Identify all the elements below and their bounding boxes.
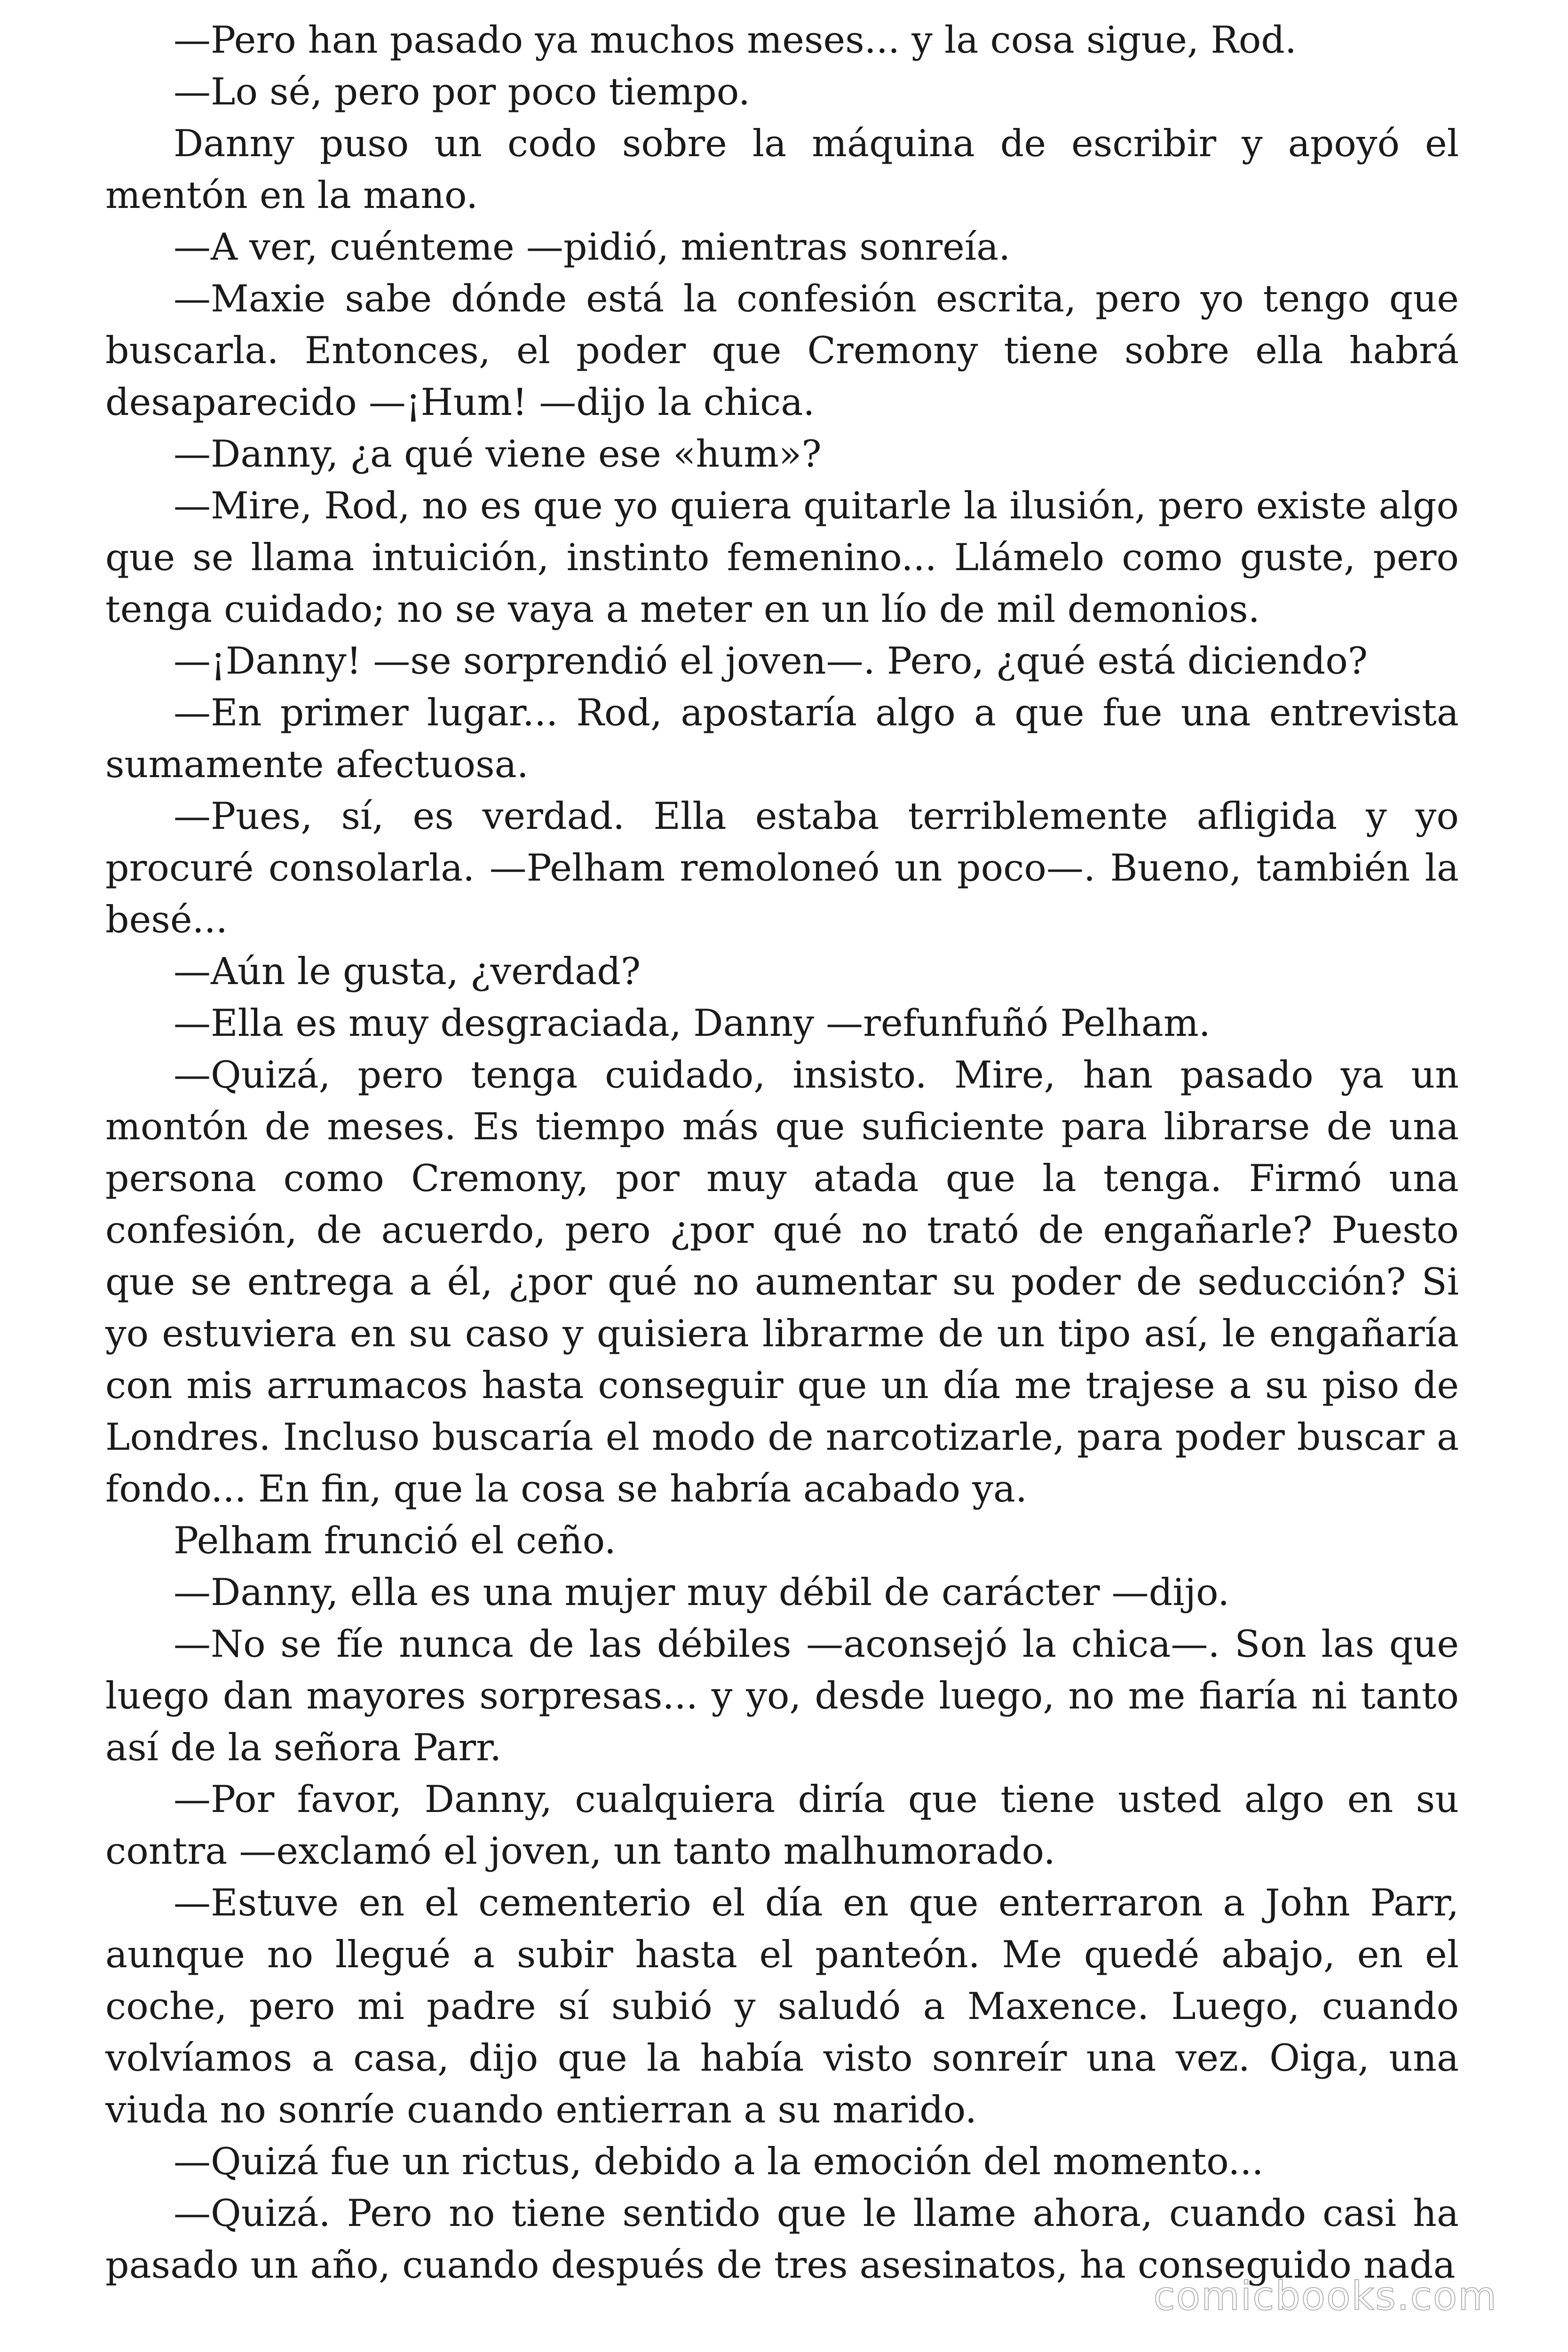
paragraph: —A ver, cuénteme —pidió, mientras sonreía. bbox=[174, 225, 1011, 269]
paragraph: —Lo sé, pero por poco tiempo. bbox=[174, 70, 751, 113]
paragraph: —Por favor, Danny, cualquiera diría que tiene usted algo en su contra —exclamó el joven, un tanto malhumorado. bbox=[105, 1778, 1459, 1873]
paragraph: —Quizá, pero tenga cuidado, insisto. Mire, han pasado ya un montón de meses. Es tiempo más que suficiente para librarse de una persona como Cremony, por muy atada que la tenga. Firmó una confesión, de acuerdo, pero ¿por qué no trató de engañarle? Puesto que se entrega a él, ¿por qué no aumentar su poder de seducción? Si yo estuviera en su caso y quisiera librarme de un tipo así, le engañaría con mis arrumacos hasta conseguir que un día me trajese a su piso de Londres. Incluso buscaría el modo de narcotizarle, para poder buscar a fondo... En fin, que la cosa se habría acabado ya. bbox=[105, 1053, 1459, 1510]
paragraph: —Quizá. Pero no tiene sentido que le llame ahora, cuando casi ha pasado un año, cuando después de tres asesinatos, ha conseguido nada bbox=[105, 2192, 1459, 2287]
paragraph: —Ella es muy desgraciada, Danny —refunfuñó Pelham. bbox=[174, 1001, 1211, 1045]
paragraph: —Estuve en el cementerio el día en que enterraron a John Parr, aunque no llegué a subir hasta el panteón. Me quedé abajo, en el coche, pero mi padre sí subió y saludó a Maxence. Luego, cuando volvíamos a casa, dijo que la había visto sonreír una vez. Oiga, una viuda no sonríe cuando entierran a su marido. bbox=[105, 1881, 1459, 2131]
paragraph: —Quizá fue un rictus, debido a la emoción del momento... bbox=[174, 2140, 1264, 2183]
paragraph: Danny puso un codo sobre la máquina de escribir y apoyó el mentón en la mano. bbox=[105, 122, 1459, 217]
paragraph: —En primer lugar... Rod, apostaría algo a que fue una entrevista sumamente afectuosa. bbox=[105, 691, 1459, 786]
paragraph: —Aún le gusta, ¿verdad? bbox=[174, 950, 641, 993]
paragraph: —No se fíe nunca de las débiles —aconsejó la chica—. Son las que luego dan mayores sorpresas... y yo, desde luego, no me fiaría ni tanto así de la señora Parr. bbox=[105, 1622, 1459, 1769]
paragraph: —Pues, sí, es verdad. Ella estaba terriblemente afligida y yo procuré consolarla. —Pelham remoloneó un poco—. Bueno, también la besé... bbox=[105, 795, 1459, 941]
paragraph: —¡Danny! —se sorprendió el joven—. Pero, ¿qué está diciendo? bbox=[174, 639, 1368, 683]
paragraph: —Danny, ¿a qué viene ese «hum»? bbox=[174, 432, 822, 476]
paragraph: —Maxie sabe dónde está la confesión escrita, pero yo tengo que buscarla. Entonces, el poder que Cremony tiene sobre ella habrá desaparecido —¡Hum! —dijo la chica. bbox=[105, 277, 1459, 424]
paragraph: —Danny, ella es una mujer muy débil de carácter —dijo. bbox=[174, 1571, 1230, 1614]
watermark: comicbooks.com bbox=[1153, 2273, 1497, 2319]
body-text bbox=[105, 14, 1459, 2291]
paragraph: —Mire, Rod, no es que yo quiera quitarle la ilusión, pero existe algo que se llama intuición, instinto femenino... Llámelo como guste, pero tenga cuidado; no se vaya a meter en un lío de mil demonios. bbox=[105, 484, 1459, 631]
paragraph: Pelham frunció el ceño. bbox=[174, 1519, 616, 1562]
paragraph: —Pero han pasado ya muchos meses... y la cosa sigue, Rod. bbox=[174, 18, 1297, 62]
